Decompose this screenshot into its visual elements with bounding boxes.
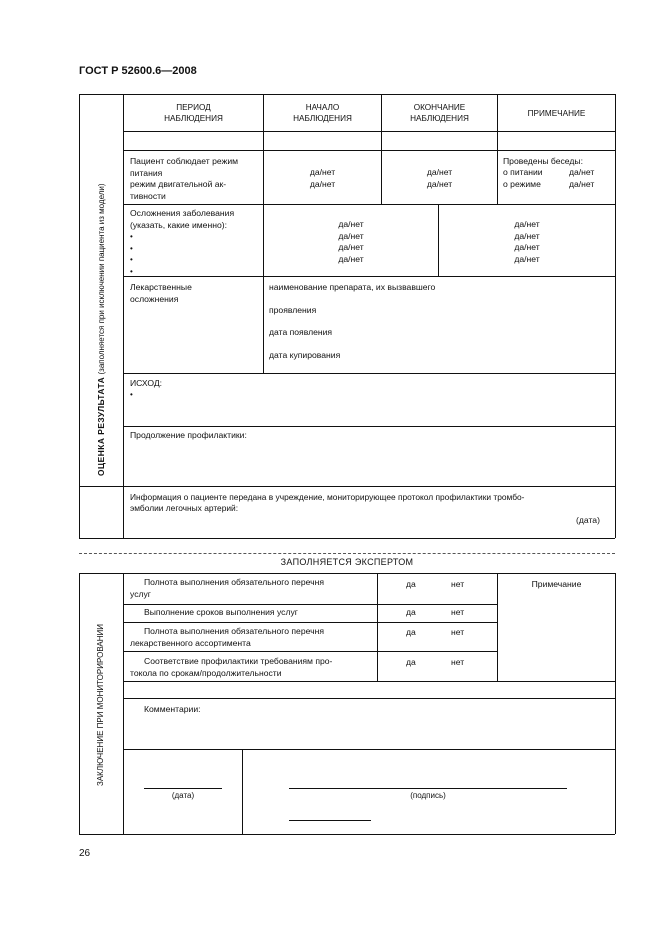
regime-note-label-1: о питании [503, 167, 543, 177]
col-header-end: ОКОНЧАНИЕ НАБЛЮДЕНИЯ [410, 103, 469, 123]
page-number: 26 [79, 848, 91, 859]
complication-bullet-2: • [130, 243, 133, 253]
criteria-row-4-yes: да [406, 657, 416, 667]
col-header-note: ПРИМЕЧАНИЕ [527, 109, 586, 118]
regime-note-value-1: да/нет [569, 167, 595, 177]
drug-line-onset-date: дата появления [269, 327, 333, 337]
info-line-2: эмболии легочных артерий: [130, 503, 239, 513]
regime-label: Пациент соблюдает режим питания режим двигательной ак- тивности [130, 156, 239, 201]
drug-line-manifestations: проявления [269, 305, 317, 315]
criteria-row-1-yes: да [406, 579, 416, 589]
criteria-row-2-yes: да [406, 607, 416, 617]
criteria-row-3-line2: лекарственного ассортимента [130, 638, 251, 648]
date-caption: (дата) [171, 791, 195, 800]
result-side-label-note: (заполняется при исключении пациента из модели) [97, 183, 106, 375]
outcome-label: ИСХОД: [130, 378, 163, 388]
complication-bullet-3: • [130, 255, 133, 264]
complication-bullet-4: • [130, 266, 133, 276]
signature-line [289, 788, 567, 789]
signature-caption: (подпись) [410, 791, 446, 800]
comments-label: Комментарии: [144, 704, 201, 714]
criteria-row-3-no: нет [451, 627, 465, 637]
outcome-bullet: • [130, 390, 133, 399]
criteria-row-3-yes: да [406, 627, 416, 637]
date-line [144, 788, 222, 789]
monitoring-side-label: ЗАКЛЮЧЕНИЕ ПРИ МОНИТОРИРОВАНИИ [96, 623, 105, 786]
info-date: (дата) [576, 515, 600, 525]
regime-start-values: да/нет да/нет [309, 167, 336, 189]
regime-note-title: Проведены беседы: [503, 156, 583, 166]
criteria-row-4-line2: токола по срокам/продолжительности [130, 668, 282, 678]
complications-col1-values: да/нет да/нет да/нет да/нет [338, 219, 364, 264]
criteria-row-2-no: нет [451, 607, 465, 617]
complications-col2-values: да/нет да/нет да/нет да/нет [514, 219, 540, 264]
criteria-row-4-no: нет [451, 657, 465, 667]
criteria-row-1: Полнота выполнения обязательного перечня [144, 577, 324, 587]
col-header-period: ПЕРИОД НАБЛЮДЕНИЯ [164, 103, 223, 123]
doc-header: ГОСТ Р 52600.6—2008 [79, 65, 197, 77]
regime-end-values: да/нет да/нет [426, 167, 453, 189]
note-header: Примечание [531, 579, 582, 589]
regime-note-label-2: о режиме [503, 179, 541, 189]
drug-complications-label: Лекарственные осложнения [130, 282, 192, 304]
complication-bullet-1: • [130, 232, 133, 241]
expert-divider-line [79, 553, 615, 554]
drug-line-relief-date: дата купирования [269, 350, 341, 360]
criteria-row-2: Выполнение сроков выполнения услуг [144, 607, 298, 617]
regime-note-value-2: да/нет [569, 179, 595, 189]
col-header-start: НАЧАЛО НАБЛЮДЕНИЯ [293, 103, 352, 123]
criteria-row-4: Соответствие профилактики требованиям про- [144, 656, 333, 666]
criteria-row-3: Полнота выполнения обязательного перечня [144, 626, 324, 636]
result-side-label [96, 116, 106, 476]
continuation-label: Продолжение профилактики: [130, 430, 247, 440]
criteria-row-1-no: нет [451, 579, 465, 589]
criteria-row-1-line2: услуг [130, 589, 151, 599]
expert-divider-label: ЗАПОЛНЯЕТСЯ ЭКСПЕРТОМ [280, 557, 414, 567]
result-side-label-bold: ОЦЕНКА РЕЗУЛЬТАТА [96, 376, 106, 476]
drug-line-name: наименование препарата, их вызвавшего [269, 282, 436, 292]
info-line-1: Информация о пациенте передана в учреждение, мониторирующее протокол профилактики тромбо- [130, 492, 525, 502]
complications-label: Осложнения заболевания (указать, какие именно): • • • • [130, 208, 235, 276]
name-line [289, 820, 371, 821]
